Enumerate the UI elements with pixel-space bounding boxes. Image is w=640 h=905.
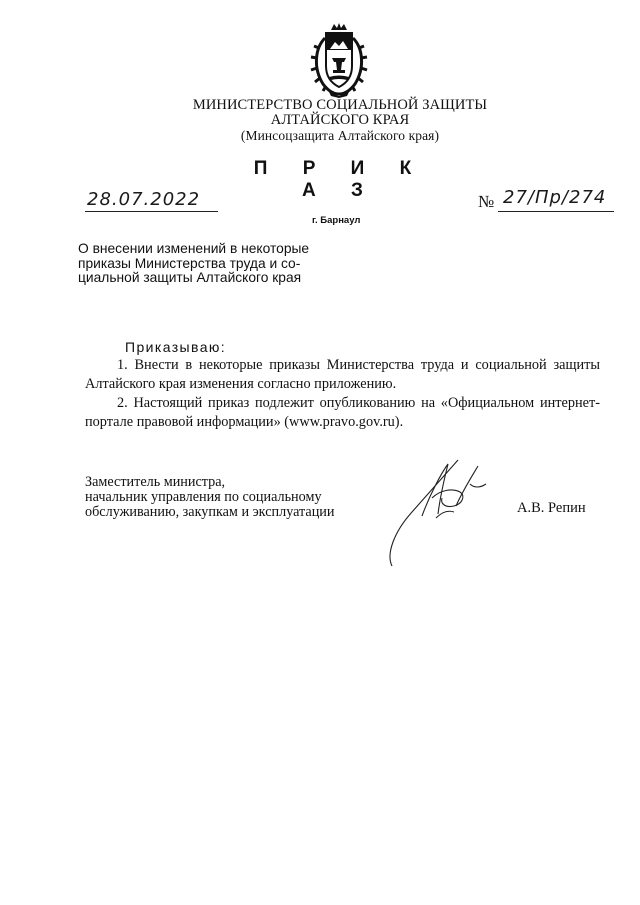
- order-item-2: 2. Настоящий приказ подлежит опубликованию на «Официальном интернет-портале правовой информации» (www.pravo.gov.ru).: [85, 395, 600, 430]
- signatory-position: [85, 475, 375, 520]
- number-label: №: [478, 192, 495, 211]
- order-word: Приказываю:: [125, 339, 227, 355]
- ministry-name-line2: АЛТАЙСКОГО КРАЯ: [270, 112, 410, 128]
- ministry-name-line1: МИНИСТЕРСТВО СОЦИАЛЬНОЙ ЗАЩИТЫ: [192, 97, 488, 113]
- subject-line: О внесении изменений в некоторые: [78, 241, 310, 256]
- subject-line: циальной защиты Алтайского края: [78, 270, 302, 285]
- signatory-position-line: обслуживанию, закупкам и эксплуатации: [85, 504, 335, 520]
- signatory-position-line: Заместитель министра,: [85, 474, 226, 490]
- ministry-short-name: (Минсоцзащита Алтайского края): [240, 128, 440, 143]
- coat-of-arms-icon: [303, 22, 375, 98]
- document-subject: [78, 242, 340, 286]
- subject-line: приказы Министерства труда и со-: [78, 255, 301, 271]
- document-number: 27/Пр/274: [503, 187, 607, 208]
- signatory-position-line: начальник управления по социальному: [85, 489, 322, 505]
- signatory-name: А.В. Репин: [517, 500, 586, 516]
- order-item-1: 1. Внести в некоторые приказы Министерства труда и социальной защиты Алтайского края изменения согласно приложению.: [85, 357, 600, 392]
- ministry-header: [140, 98, 540, 143]
- document-date: 28.07.2022: [87, 189, 201, 210]
- document-type-title: П Р И К А З: [253, 158, 427, 201]
- handwritten-signature-icon: [382, 454, 502, 574]
- document-city: г. Барнаул: [312, 215, 361, 226]
